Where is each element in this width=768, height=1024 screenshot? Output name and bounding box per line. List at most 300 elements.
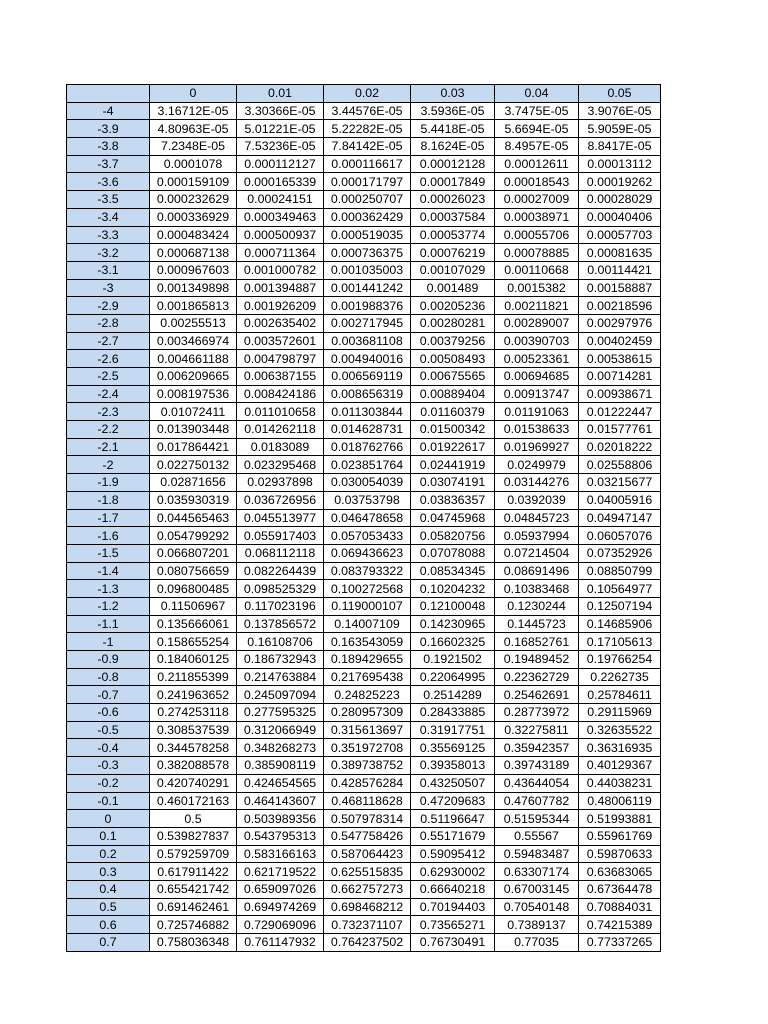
table-cell[interactable]: 0.00280281 <box>411 314 495 332</box>
table-cell[interactable]: 0.0183089 <box>237 438 324 456</box>
table-cell[interactable]: 0.25462691 <box>495 686 579 704</box>
table-cell[interactable]: 0.67003145 <box>495 880 579 898</box>
table-cell[interactable]: 0.08691496 <box>495 562 579 580</box>
table-cell[interactable]: 0.2262735 <box>579 668 661 686</box>
table-cell[interactable]: 0.428576284 <box>324 774 411 792</box>
table-cell[interactable]: 0.539827837 <box>150 827 237 845</box>
table-cell[interactable]: 0.03753798 <box>324 491 411 509</box>
table-cell[interactable]: 7.53236E-05 <box>237 138 324 156</box>
table-cell[interactable]: 0.5 <box>150 810 237 828</box>
table-cell[interactable]: 0.00107029 <box>411 261 495 279</box>
table-cell[interactable]: 5.01221E-05 <box>237 120 324 138</box>
table-cell[interactable]: 0.119000107 <box>324 597 411 615</box>
table-cell[interactable]: 0.217695438 <box>324 668 411 686</box>
table-cell[interactable]: 0.080756659 <box>150 562 237 580</box>
table-cell[interactable]: 0.184060125 <box>150 651 237 669</box>
table-cell[interactable]: 0.312066949 <box>237 721 324 739</box>
table-cell[interactable]: 0.000483424 <box>150 226 237 244</box>
table-cell[interactable]: 0.011010658 <box>237 403 324 421</box>
table-cell[interactable]: 0.001926209 <box>237 297 324 315</box>
table-cell[interactable]: 0.67364478 <box>579 880 661 898</box>
table-cell[interactable]: 0.77337265 <box>579 934 661 952</box>
table-cell[interactable]: 0.36316935 <box>579 739 661 757</box>
table-cell[interactable]: 0.10564977 <box>579 580 661 598</box>
table-cell[interactable]: 0.44038231 <box>579 774 661 792</box>
column-header-cell[interactable]: 0.02 <box>324 85 411 103</box>
table-cell[interactable]: 0.04745968 <box>411 509 495 527</box>
table-cell[interactable]: 0.07352926 <box>579 544 661 562</box>
column-header-cell[interactable]: 0.04 <box>495 85 579 103</box>
table-cell[interactable]: 0.47607782 <box>495 792 579 810</box>
table-cell[interactable]: 0.00040406 <box>579 208 661 226</box>
table-cell[interactable]: 0.186732943 <box>237 651 324 669</box>
table-cell[interactable]: 0.00013112 <box>579 155 661 173</box>
table-cell[interactable]: 3.5936E-05 <box>411 102 495 120</box>
table-cell[interactable]: 0.19489452 <box>495 651 579 669</box>
table-cell[interactable]: 0.14007109 <box>324 615 411 633</box>
row-header-cell[interactable]: -3.4 <box>67 208 150 226</box>
row-header-cell[interactable]: 0.1 <box>67 827 150 845</box>
table-cell[interactable]: 3.30366E-05 <box>237 102 324 120</box>
table-cell[interactable]: 0.51595344 <box>495 810 579 828</box>
row-header-cell[interactable]: -1.3 <box>67 580 150 598</box>
table-cell[interactable]: 0.000736375 <box>324 244 411 262</box>
row-header-cell[interactable]: -3.2 <box>67 244 150 262</box>
row-header-cell[interactable]: -1.1 <box>67 615 150 633</box>
table-cell[interactable]: 0.00038971 <box>495 208 579 226</box>
table-cell[interactable]: 0.621719522 <box>237 863 324 881</box>
table-cell[interactable]: 3.7475E-05 <box>495 102 579 120</box>
table-cell[interactable]: 7.2348E-05 <box>150 138 237 156</box>
table-cell[interactable]: 0.02441919 <box>411 456 495 474</box>
table-cell[interactable]: 0.617911422 <box>150 863 237 881</box>
table-cell[interactable]: 0.008656319 <box>324 385 411 403</box>
table-cell[interactable]: 0.00297976 <box>579 314 661 332</box>
table-cell[interactable]: 0.00028029 <box>579 191 661 209</box>
table-cell[interactable]: 0.04005916 <box>579 491 661 509</box>
row-header-cell[interactable]: -0.2 <box>67 774 150 792</box>
table-cell[interactable]: 5.22282E-05 <box>324 120 411 138</box>
table-cell[interactable]: 0.003572601 <box>237 332 324 350</box>
row-header-cell[interactable]: -1.9 <box>67 474 150 492</box>
table-cell[interactable]: 0.000112127 <box>237 155 324 173</box>
table-cell[interactable]: 0.761147932 <box>237 934 324 952</box>
table-cell[interactable]: 0.543795313 <box>237 827 324 845</box>
table-cell[interactable]: 0.0249979 <box>495 456 579 474</box>
table-cell[interactable]: 0.08850799 <box>579 562 661 580</box>
table-cell[interactable]: 0.023851764 <box>324 456 411 474</box>
table-cell[interactable]: 0.62930002 <box>411 863 495 881</box>
table-cell[interactable]: 0.002717945 <box>324 314 411 332</box>
row-header-cell[interactable]: -0.1 <box>67 792 150 810</box>
table-cell[interactable]: 0.16108706 <box>237 633 324 651</box>
table-cell[interactable]: 0.00390703 <box>495 332 579 350</box>
table-cell[interactable]: 0.424654565 <box>237 774 324 792</box>
table-cell[interactable]: 0.000362429 <box>324 208 411 226</box>
row-header-cell[interactable]: 0.5 <box>67 898 150 916</box>
table-cell[interactable]: 0.1445723 <box>495 615 579 633</box>
table-cell[interactable]: 0.055917403 <box>237 527 324 545</box>
table-cell[interactable]: 0.01500342 <box>411 421 495 439</box>
table-cell[interactable]: 0.00379256 <box>411 332 495 350</box>
table-cell[interactable]: 0.732371107 <box>324 916 411 934</box>
table-cell[interactable]: 0.001035003 <box>324 261 411 279</box>
column-header-cell[interactable]: 0.01 <box>237 85 324 103</box>
table-cell[interactable]: 0.63683065 <box>579 863 661 881</box>
row-header-cell[interactable]: 0.2 <box>67 845 150 863</box>
table-cell[interactable]: 0.00026023 <box>411 191 495 209</box>
table-cell[interactable]: 0.07214504 <box>495 544 579 562</box>
table-cell[interactable]: 0.66640218 <box>411 880 495 898</box>
row-header-cell[interactable]: -1.6 <box>67 527 150 545</box>
table-cell[interactable]: 0.662757273 <box>324 880 411 898</box>
table-cell[interactable]: 5.6694E-05 <box>495 120 579 138</box>
table-cell[interactable]: 0.054799292 <box>150 527 237 545</box>
table-cell[interactable]: 0.00205236 <box>411 297 495 315</box>
table-cell[interactable]: 0.344578258 <box>150 739 237 757</box>
table-cell[interactable]: 0.729069096 <box>237 916 324 934</box>
table-cell[interactable]: 0.004798797 <box>237 350 324 368</box>
table-cell[interactable]: 0.001441242 <box>324 279 411 297</box>
table-cell[interactable]: 0.55961769 <box>579 827 661 845</box>
table-cell[interactable]: 0.70194403 <box>411 898 495 916</box>
table-cell[interactable]: 0.069436623 <box>324 544 411 562</box>
table-cell[interactable]: 0.655421742 <box>150 880 237 898</box>
table-cell[interactable]: 0.16852761 <box>495 633 579 651</box>
table-cell[interactable]: 0.02018222 <box>579 438 661 456</box>
table-cell[interactable]: 0.35569125 <box>411 739 495 757</box>
table-cell[interactable]: 0.385908119 <box>237 757 324 775</box>
table-cell[interactable]: 0.017864421 <box>150 438 237 456</box>
row-header-cell[interactable]: -3 <box>67 279 150 297</box>
row-header-cell[interactable]: -1.8 <box>67 491 150 509</box>
table-cell[interactable]: 0.241963652 <box>150 686 237 704</box>
table-cell[interactable]: 0.00508493 <box>411 350 495 368</box>
table-cell[interactable]: 0.70540148 <box>495 898 579 916</box>
table-cell[interactable]: 0.10383468 <box>495 580 579 598</box>
table-cell[interactable]: 0.00114421 <box>579 261 661 279</box>
table-cell[interactable]: 0.00081635 <box>579 244 661 262</box>
table-cell[interactable]: 0.03074191 <box>411 474 495 492</box>
table-cell[interactable]: 0.00211821 <box>495 297 579 315</box>
table-cell[interactable]: 0.211855399 <box>150 668 237 686</box>
table-cell[interactable]: 0.00057703 <box>579 226 661 244</box>
table-cell[interactable]: 0.63307174 <box>495 863 579 881</box>
table-cell[interactable]: 0.59095412 <box>411 845 495 863</box>
table-cell[interactable]: 0.00012128 <box>411 155 495 173</box>
table-cell[interactable]: 0.117023196 <box>237 597 324 615</box>
table-cell[interactable]: 0.000349463 <box>237 208 324 226</box>
table-cell[interactable]: 0.1921502 <box>411 651 495 669</box>
row-header-cell[interactable]: -0.3 <box>67 757 150 775</box>
row-header-cell[interactable]: -1.7 <box>67 509 150 527</box>
table-cell[interactable]: 0.73565271 <box>411 916 495 934</box>
table-cell[interactable]: 0.137856572 <box>237 615 324 633</box>
table-cell[interactable]: 0.29115969 <box>579 704 661 722</box>
table-cell[interactable]: 0.02937898 <box>237 474 324 492</box>
table-cell[interactable]: 0.02871656 <box>150 474 237 492</box>
table-cell[interactable]: 0.587064423 <box>324 845 411 863</box>
table-cell[interactable]: 0.00037584 <box>411 208 495 226</box>
table-cell[interactable]: 0.00913747 <box>495 385 579 403</box>
row-header-cell[interactable]: -0.9 <box>67 651 150 669</box>
table-cell[interactable]: 8.8417E-05 <box>579 138 661 156</box>
table-cell[interactable]: 0.01922617 <box>411 438 495 456</box>
row-header-cell[interactable]: -0.5 <box>67 721 150 739</box>
table-cell[interactable]: 0.00694685 <box>495 368 579 386</box>
table-cell[interactable]: 0.011303844 <box>324 403 411 421</box>
table-cell[interactable]: 0.503989356 <box>237 810 324 828</box>
table-cell[interactable]: 0.000711364 <box>237 244 324 262</box>
row-header-cell[interactable]: -2.8 <box>67 314 150 332</box>
table-cell[interactable]: 0.245097094 <box>237 686 324 704</box>
table-cell[interactable]: 0.01191063 <box>495 403 579 421</box>
row-header-cell[interactable]: -1.4 <box>67 562 150 580</box>
table-cell[interactable]: 0.382088578 <box>150 757 237 775</box>
table-cell[interactable]: 0.43644054 <box>495 774 579 792</box>
table-cell[interactable]: 0.096800485 <box>150 580 237 598</box>
row-header-cell[interactable]: -0.8 <box>67 668 150 686</box>
table-cell[interactable]: 3.9076E-05 <box>579 102 661 120</box>
table-cell[interactable]: 0.547758426 <box>324 827 411 845</box>
table-cell[interactable]: 0.00158887 <box>579 279 661 297</box>
table-cell[interactable]: 0.006387155 <box>237 368 324 386</box>
table-cell[interactable]: 0.468118628 <box>324 792 411 810</box>
table-cell[interactable]: 0.583166163 <box>237 845 324 863</box>
corner-header-cell[interactable] <box>67 85 150 103</box>
table-cell[interactable]: 0.006569119 <box>324 368 411 386</box>
row-header-cell[interactable]: -4 <box>67 102 150 120</box>
table-cell[interactable]: 0.044565463 <box>150 509 237 527</box>
table-cell[interactable]: 0.001988376 <box>324 297 411 315</box>
table-cell[interactable]: 0.00078885 <box>495 244 579 262</box>
table-cell[interactable]: 0.00938671 <box>579 385 661 403</box>
table-cell[interactable]: 0.03836357 <box>411 491 495 509</box>
table-cell[interactable]: 0.00538615 <box>579 350 661 368</box>
table-cell[interactable]: 0.018762766 <box>324 438 411 456</box>
table-cell[interactable]: 0.000232629 <box>150 191 237 209</box>
row-header-cell[interactable]: -3.1 <box>67 261 150 279</box>
row-header-cell[interactable]: 0.3 <box>67 863 150 881</box>
table-cell[interactable]: 0.000967603 <box>150 261 237 279</box>
table-cell[interactable]: 5.4418E-05 <box>411 120 495 138</box>
table-cell[interactable]: 0.001349898 <box>150 279 237 297</box>
table-cell[interactable]: 0.01538633 <box>495 421 579 439</box>
row-header-cell[interactable]: -2.7 <box>67 332 150 350</box>
table-cell[interactable]: 0.135666061 <box>150 615 237 633</box>
row-header-cell[interactable]: -0.7 <box>67 686 150 704</box>
table-cell[interactable]: 0.001865813 <box>150 297 237 315</box>
table-cell[interactable]: 0.16602325 <box>411 633 495 651</box>
table-cell[interactable]: 0.05820756 <box>411 527 495 545</box>
row-header-cell[interactable]: -3.3 <box>67 226 150 244</box>
table-cell[interactable]: 0.274253118 <box>150 704 237 722</box>
table-cell[interactable]: 0.030054039 <box>324 474 411 492</box>
row-header-cell[interactable]: -3.6 <box>67 173 150 191</box>
table-cell[interactable]: 0.579259709 <box>150 845 237 863</box>
table-cell[interactable]: 0.32635522 <box>579 721 661 739</box>
table-cell[interactable]: 0.17105613 <box>579 633 661 651</box>
table-cell[interactable]: 0.40129367 <box>579 757 661 775</box>
table-cell[interactable]: 0.00027009 <box>495 191 579 209</box>
row-header-cell[interactable]: 0.7 <box>67 934 150 952</box>
table-cell[interactable]: 0.28773972 <box>495 704 579 722</box>
row-header-cell[interactable]: -2.4 <box>67 385 150 403</box>
table-cell[interactable]: 0.43250507 <box>411 774 495 792</box>
table-cell[interactable]: 8.4957E-05 <box>495 138 579 156</box>
table-cell[interactable]: 0.023295468 <box>237 456 324 474</box>
table-cell[interactable]: 0.00523361 <box>495 350 579 368</box>
table-cell[interactable]: 0.698468212 <box>324 898 411 916</box>
row-header-cell[interactable]: -2 <box>67 456 150 474</box>
table-cell[interactable]: 0.280957309 <box>324 704 411 722</box>
table-cell[interactable]: 4.80963E-05 <box>150 120 237 138</box>
table-cell[interactable]: 0.000687138 <box>150 244 237 262</box>
table-cell[interactable]: 0.00012611 <box>495 155 579 173</box>
table-cell[interactable]: 0.004661188 <box>150 350 237 368</box>
table-cell[interactable]: 0.35942357 <box>495 739 579 757</box>
table-cell[interactable]: 0.420740291 <box>150 774 237 792</box>
row-header-cell[interactable]: -3.8 <box>67 138 150 156</box>
row-header-cell[interactable]: -3.9 <box>67 120 150 138</box>
table-cell[interactable]: 0.046478658 <box>324 509 411 527</box>
table-cell[interactable]: 0.389738752 <box>324 757 411 775</box>
table-cell[interactable]: 0.00889404 <box>411 385 495 403</box>
table-cell[interactable]: 3.16712E-05 <box>150 102 237 120</box>
table-cell[interactable]: 0.55567 <box>495 827 579 845</box>
table-cell[interactable]: 0.507978314 <box>324 810 411 828</box>
table-cell[interactable]: 0.28433885 <box>411 704 495 722</box>
table-cell[interactable]: 0.035930319 <box>150 491 237 509</box>
table-cell[interactable]: 0.764237502 <box>324 934 411 952</box>
table-cell[interactable]: 0.014262118 <box>237 421 324 439</box>
table-cell[interactable]: 0.22362729 <box>495 668 579 686</box>
table-cell[interactable]: 0.022750132 <box>150 456 237 474</box>
table-cell[interactable]: 0.00017849 <box>411 173 495 191</box>
row-header-cell[interactable]: -2.3 <box>67 403 150 421</box>
table-cell[interactable]: 0.39358013 <box>411 757 495 775</box>
table-cell[interactable]: 5.9059E-05 <box>579 120 661 138</box>
table-cell[interactable]: 0.066807201 <box>150 544 237 562</box>
column-header-cell[interactable]: 0.05 <box>579 85 661 103</box>
table-cell[interactable]: 0.01072411 <box>150 403 237 421</box>
table-cell[interactable]: 0.00289007 <box>495 314 579 332</box>
table-cell[interactable]: 0.01160379 <box>411 403 495 421</box>
table-cell[interactable]: 0.00255513 <box>150 314 237 332</box>
table-cell[interactable]: 0.51993881 <box>579 810 661 828</box>
table-cell[interactable]: 0.000159109 <box>150 173 237 191</box>
row-header-cell[interactable]: -2.2 <box>67 421 150 439</box>
table-cell[interactable]: 0.00675565 <box>411 368 495 386</box>
table-cell[interactable]: 0.006209665 <box>150 368 237 386</box>
table-cell[interactable]: 0.00402459 <box>579 332 661 350</box>
table-cell[interactable]: 0.2514289 <box>411 686 495 704</box>
row-header-cell[interactable]: -1.2 <box>67 597 150 615</box>
row-header-cell[interactable]: -2.6 <box>67 350 150 368</box>
table-cell[interactable]: 0.07078088 <box>411 544 495 562</box>
table-cell[interactable]: 0.214763884 <box>237 668 324 686</box>
table-cell[interactable]: 0.01222447 <box>579 403 661 421</box>
table-cell[interactable]: 0.351972708 <box>324 739 411 757</box>
table-cell[interactable]: 0.14685906 <box>579 615 661 633</box>
table-cell[interactable]: 0.00218596 <box>579 297 661 315</box>
table-cell[interactable]: 0.725746882 <box>150 916 237 934</box>
table-cell[interactable]: 0.013903448 <box>150 421 237 439</box>
table-cell[interactable]: 0.01577761 <box>579 421 661 439</box>
table-cell[interactable]: 0.277595325 <box>237 704 324 722</box>
table-cell[interactable]: 0.14230965 <box>411 615 495 633</box>
table-cell[interactable]: 0.47209683 <box>411 792 495 810</box>
table-cell[interactable]: 0.000336929 <box>150 208 237 226</box>
table-cell[interactable]: 0.00076219 <box>411 244 495 262</box>
table-cell[interactable]: 0.48006119 <box>579 792 661 810</box>
table-cell[interactable]: 0.003681108 <box>324 332 411 350</box>
table-cell[interactable]: 0.000500937 <box>237 226 324 244</box>
table-cell[interactable]: 0.22064995 <box>411 668 495 686</box>
table-cell[interactable]: 0.59870633 <box>579 845 661 863</box>
table-cell[interactable]: 0.001000782 <box>237 261 324 279</box>
table-cell[interactable]: 0.0392039 <box>495 491 579 509</box>
row-header-cell[interactable]: -0.6 <box>67 704 150 722</box>
row-header-cell[interactable]: 0 <box>67 810 150 828</box>
table-cell[interactable]: 0.045513977 <box>237 509 324 527</box>
table-cell[interactable]: 0.10204232 <box>411 580 495 598</box>
table-cell[interactable]: 0.158655254 <box>150 633 237 651</box>
row-header-cell[interactable]: -1.5 <box>67 544 150 562</box>
row-header-cell[interactable]: 0.6 <box>67 916 150 934</box>
table-cell[interactable]: 0.083793322 <box>324 562 411 580</box>
table-cell[interactable]: 0.06057076 <box>579 527 661 545</box>
table-cell[interactable]: 0.70884031 <box>579 898 661 916</box>
table-cell[interactable]: 0.19766254 <box>579 651 661 669</box>
table-cell[interactable]: 0.00024151 <box>237 191 324 209</box>
table-cell[interactable]: 0.057053433 <box>324 527 411 545</box>
table-cell[interactable]: 0.03215677 <box>579 474 661 492</box>
row-header-cell[interactable]: -0.4 <box>67 739 150 757</box>
table-cell[interactable]: 0.002635402 <box>237 314 324 332</box>
table-cell[interactable]: 0.014628731 <box>324 421 411 439</box>
table-cell[interactable]: 0.464143607 <box>237 792 324 810</box>
table-cell[interactable]: 0.00019262 <box>579 173 661 191</box>
table-cell[interactable]: 0.11506967 <box>150 597 237 615</box>
table-cell[interactable]: 0.31917751 <box>411 721 495 739</box>
table-cell[interactable]: 0.694974269 <box>237 898 324 916</box>
table-cell[interactable]: 8.1624E-05 <box>411 138 495 156</box>
table-cell[interactable]: 0.758036348 <box>150 934 237 952</box>
table-cell[interactable]: 0.625515835 <box>324 863 411 881</box>
table-cell[interactable]: 0.082264439 <box>237 562 324 580</box>
row-header-cell[interactable]: -1 <box>67 633 150 651</box>
table-cell[interactable]: 0.068112118 <box>237 544 324 562</box>
table-cell[interactable]: 0.100272568 <box>324 580 411 598</box>
table-cell[interactable]: 0.39743189 <box>495 757 579 775</box>
table-cell[interactable]: 0.00110668 <box>495 261 579 279</box>
table-cell[interactable]: 0.12100048 <box>411 597 495 615</box>
table-cell[interactable]: 0.74215389 <box>579 916 661 934</box>
table-cell[interactable]: 0.00053774 <box>411 226 495 244</box>
table-cell[interactable]: 7.84142E-05 <box>324 138 411 156</box>
row-header-cell[interactable]: -2.1 <box>67 438 150 456</box>
table-cell[interactable]: 0.691462461 <box>150 898 237 916</box>
table-cell[interactable]: 0.24825223 <box>324 686 411 704</box>
table-cell[interactable]: 0.036726956 <box>237 491 324 509</box>
table-cell[interactable]: 0.00055706 <box>495 226 579 244</box>
table-cell[interactable]: 0.03144276 <box>495 474 579 492</box>
table-cell[interactable]: 0.1230244 <box>495 597 579 615</box>
table-cell[interactable]: 0.25784611 <box>579 686 661 704</box>
row-header-cell[interactable]: -3.7 <box>67 155 150 173</box>
table-cell[interactable]: 0.008424186 <box>237 385 324 403</box>
